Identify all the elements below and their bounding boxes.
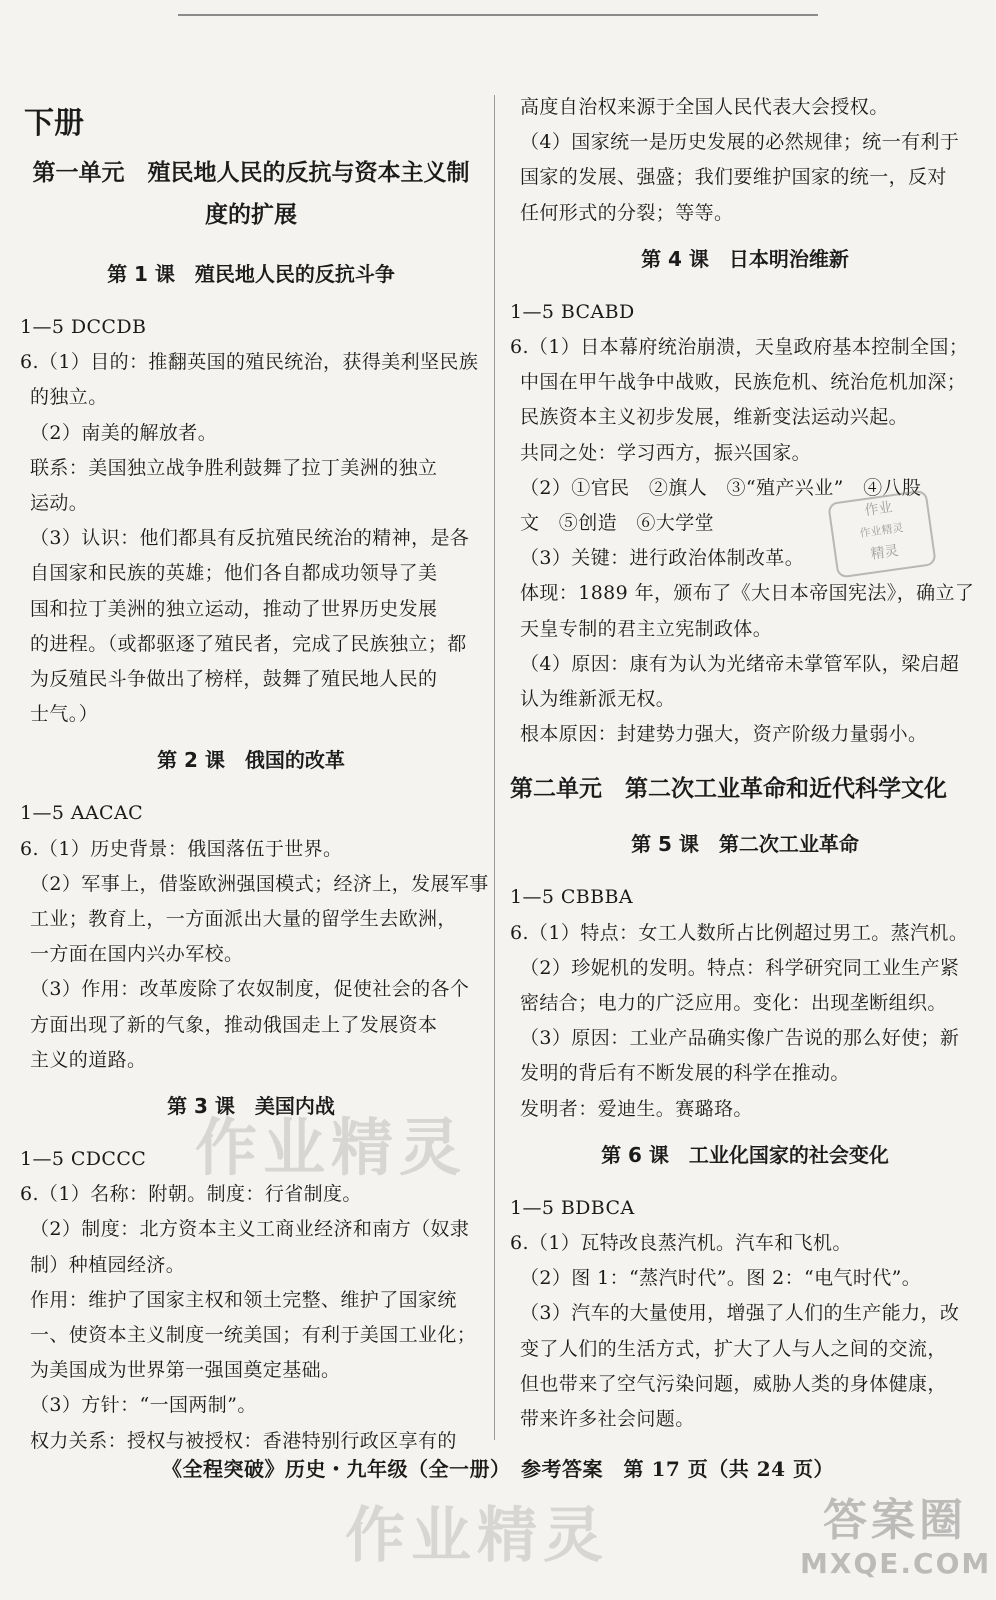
answer-line: 根本原因：封建势力强大，资产阶级力量弱小。 (520, 723, 928, 746)
lesson-6-answers (510, 1191, 980, 1437)
answer-line: （2）①官民 ②旗人 ③“殖产兴业” ④八股 (520, 476, 922, 499)
answer-line: （3）作用：改革废除了农奴制度，促使社会的各个 (30, 978, 470, 1001)
lesson-5-answers (510, 880, 980, 1126)
stamp-line: 精灵 (869, 542, 900, 563)
unit-2-title: 第二单元 第二次工业革命和近代科学文化 (510, 776, 947, 803)
lesson-1-title: 第 1 课 殖民地人民的反抗斗争 (107, 262, 395, 286)
unit-1-title-line-1: 第一单元 殖民地人民的反抗与资本主义制 (32, 160, 470, 186)
corner-logo-title: 答案圈 (823, 1495, 967, 1546)
lesson-4-title: 第 4 课 日本明治维新 (641, 246, 849, 271)
watermark-bottom: 作业精灵 (345, 1501, 609, 1571)
column-divider (494, 95, 495, 1440)
lesson-2-title: 第 2 课 俄国的改革 (157, 748, 345, 773)
answer-line: 6.（1）名称：附朝。制度：行省制度。 (20, 1183, 362, 1206)
answer-line: 工业；教育上，一方面派出大量的留学生去欧洲， (30, 908, 457, 931)
left-column (20, 90, 489, 1459)
answer-line: 中国在甲午战争中战败，民族危机、统治危机加深； (520, 371, 967, 394)
unit-1-title-line-2: 度的扩展 (205, 202, 297, 228)
answer-line: 但也带来了空气污染问题，威胁人类的身体健康， (520, 1372, 947, 1395)
answer-line: 发明的背后有不断发展的科学在推动。 (520, 1062, 850, 1085)
answer-line: 民族资本主义初步发展，维新变法运动兴起。 (520, 406, 909, 429)
answer-line: 6.（1）日本幕府统治崩溃，天皇政府基本控制全国； (510, 336, 969, 359)
answer-line: （3）原因：工业产品确实像广告说的那么好使；新 (520, 1027, 960, 1050)
answer-line: 1—5 CBBBA (510, 886, 633, 909)
answer-line: 高度自治权来源于全国人民代表大会授权。 (520, 96, 889, 118)
answer-line: 6.（1）瓦特改良蒸汽机。汽车和飞机。 (510, 1232, 852, 1255)
answer-line: 国和拉丁美洲的独立运动，推动了世界历史发展 (30, 597, 438, 620)
answer-line: （2）制度：北方资本主义工商业经济和南方（奴隶 (30, 1218, 470, 1241)
answer-line: （2）军事上，借鉴欧洲强国模式；经济上，发展军事 (30, 872, 489, 895)
answer-line: 作用：维护了国家主权和领土完整、维护了国家统 (30, 1288, 457, 1311)
answer-line: 为反殖民斗争做出了榜样，鼓舞了殖民地人民的 (30, 668, 438, 691)
answer-line: 权力关系：授权与被授权：香港特别行政区享有的 (30, 1429, 457, 1452)
stamp-line: 作业精灵 (858, 521, 905, 541)
answer-line: 国家的发展、强盛；我们要维护国家的统一，反对 (520, 166, 947, 189)
answer-line: 体现：1889 年，颁布了《大日本帝国宪法》，确立了 (520, 582, 975, 605)
answer-line: 共同之处：学习西方，振兴国家。 (520, 441, 812, 464)
corner-logo-url: MXQE.COM (800, 1547, 992, 1580)
answer-line: （3）认识：他们都具有反抗殖民统治的精神，是各 (30, 527, 470, 550)
corner-logo (800, 1495, 990, 1595)
answer-line: 为美国成为世界第一强国奠定基础。 (30, 1359, 341, 1382)
answer-line: 制）种植园经济。 (30, 1253, 186, 1276)
answer-line: 文 ⑤创造 ⑥大学堂 (520, 512, 715, 535)
answer-line: 任何形式的分裂；等等。 (520, 201, 734, 224)
stamp-line: 作业 (863, 499, 894, 520)
answer-line: 主义的道路。 (30, 1048, 147, 1071)
lesson-3-title: 第 3 课 美国内战 (167, 1094, 335, 1119)
answer-line: 1—5 BDBCA (510, 1196, 635, 1219)
answer-line: 士气。） (30, 703, 99, 726)
answer-line: 密结合；电力的广泛应用。变化：出现垄断组织。 (520, 992, 947, 1015)
unit-1-title (20, 152, 482, 236)
lesson-2-answers (20, 796, 489, 1078)
right-column (510, 90, 980, 1437)
answer-line: 方面出现了新的气象，推动俄国走上了发展资本 (30, 1013, 438, 1036)
answer-line: 的进程。（或都驱逐了殖民者，完成了民族独立；都 (30, 632, 467, 655)
answer-line: 认为维新派无权。 (520, 688, 676, 711)
answer-line: （4）原因：康有为认为光绪帝未掌管军队，梁启超 (520, 652, 960, 675)
watermark-middle: 作业精灵 (195, 1111, 468, 1184)
answer-line: 1—5 AACAC (20, 802, 144, 825)
answer-line: 变了人们的生活方式，扩大了人与人之间的交流， (520, 1337, 947, 1360)
lesson-6-title: 第 6 课 工业化国家的社会变化 (601, 1142, 889, 1167)
volume-title: 下册 (24, 106, 84, 141)
lesson-1-answers (20, 310, 482, 732)
answer-line: 6.（1）特点：女工人数所占比例超过男工。蒸汽机。 (510, 921, 969, 944)
answer-line: 1—5 CDCCC (20, 1148, 147, 1171)
answer-line: 自国家和民族的英雄；他们各自都成功领导了美 (30, 562, 438, 585)
lesson-5-title: 第 5 课 第二次工业革命 (631, 832, 859, 857)
answer-line: 6.（1）历史背景：俄国落伍于世界。 (20, 837, 343, 860)
answer-line: 1—5 DCCDB (20, 316, 147, 338)
answer-line: 带来许多社会问题。 (520, 1408, 695, 1431)
answer-line: （2）珍妮机的发明。特点：科学研究同工业生产紧 (520, 956, 960, 979)
answer-line: 运动。 (30, 492, 89, 515)
answer-line: （3）关键：进行政治体制改革。 (520, 547, 805, 570)
answer-line: （2）图 1：“蒸汽时代”。图 2：“电气时代”。 (520, 1267, 922, 1290)
lesson-3-continued (510, 90, 980, 231)
answer-line: （3）方针：“一国两制”。 (30, 1394, 257, 1417)
answer-line: 1—5 BCABD (510, 300, 635, 323)
answer-line: 的独立。 (30, 386, 108, 409)
lesson-3-answers (20, 1142, 482, 1459)
answer-line: 6.（1）目的：推翻英国的殖民统治，获得美利坚民族 (20, 351, 479, 374)
answer-line: （3）汽车的大量使用，增强了人们的生产能力，改 (520, 1302, 960, 1325)
watermark-stamp (827, 489, 937, 578)
top-rule (178, 14, 818, 16)
answer-line: 一、使资本主义制度一统美国；有利于美国工业化； (30, 1324, 477, 1347)
answer-line: 天皇专制的君主立宪制政体。 (520, 617, 773, 640)
answer-line: （2）南美的解放者。 (30, 421, 218, 444)
page-footer: 《全程突破》历史・九年级（全一册） 参考答案 第 17 页（共 24 页） (161, 1457, 834, 1481)
answer-line: （4）国家统一是历史发展的必然规律；统一有利于 (520, 131, 960, 154)
answer-line: 一方面在国内兴办军校。 (30, 943, 244, 966)
answer-line: 联系：美国独立战争胜利鼓舞了拉丁美洲的独立 (30, 456, 438, 479)
answer-line: 发明者：爱迪生。赛璐珞。 (520, 1097, 753, 1120)
